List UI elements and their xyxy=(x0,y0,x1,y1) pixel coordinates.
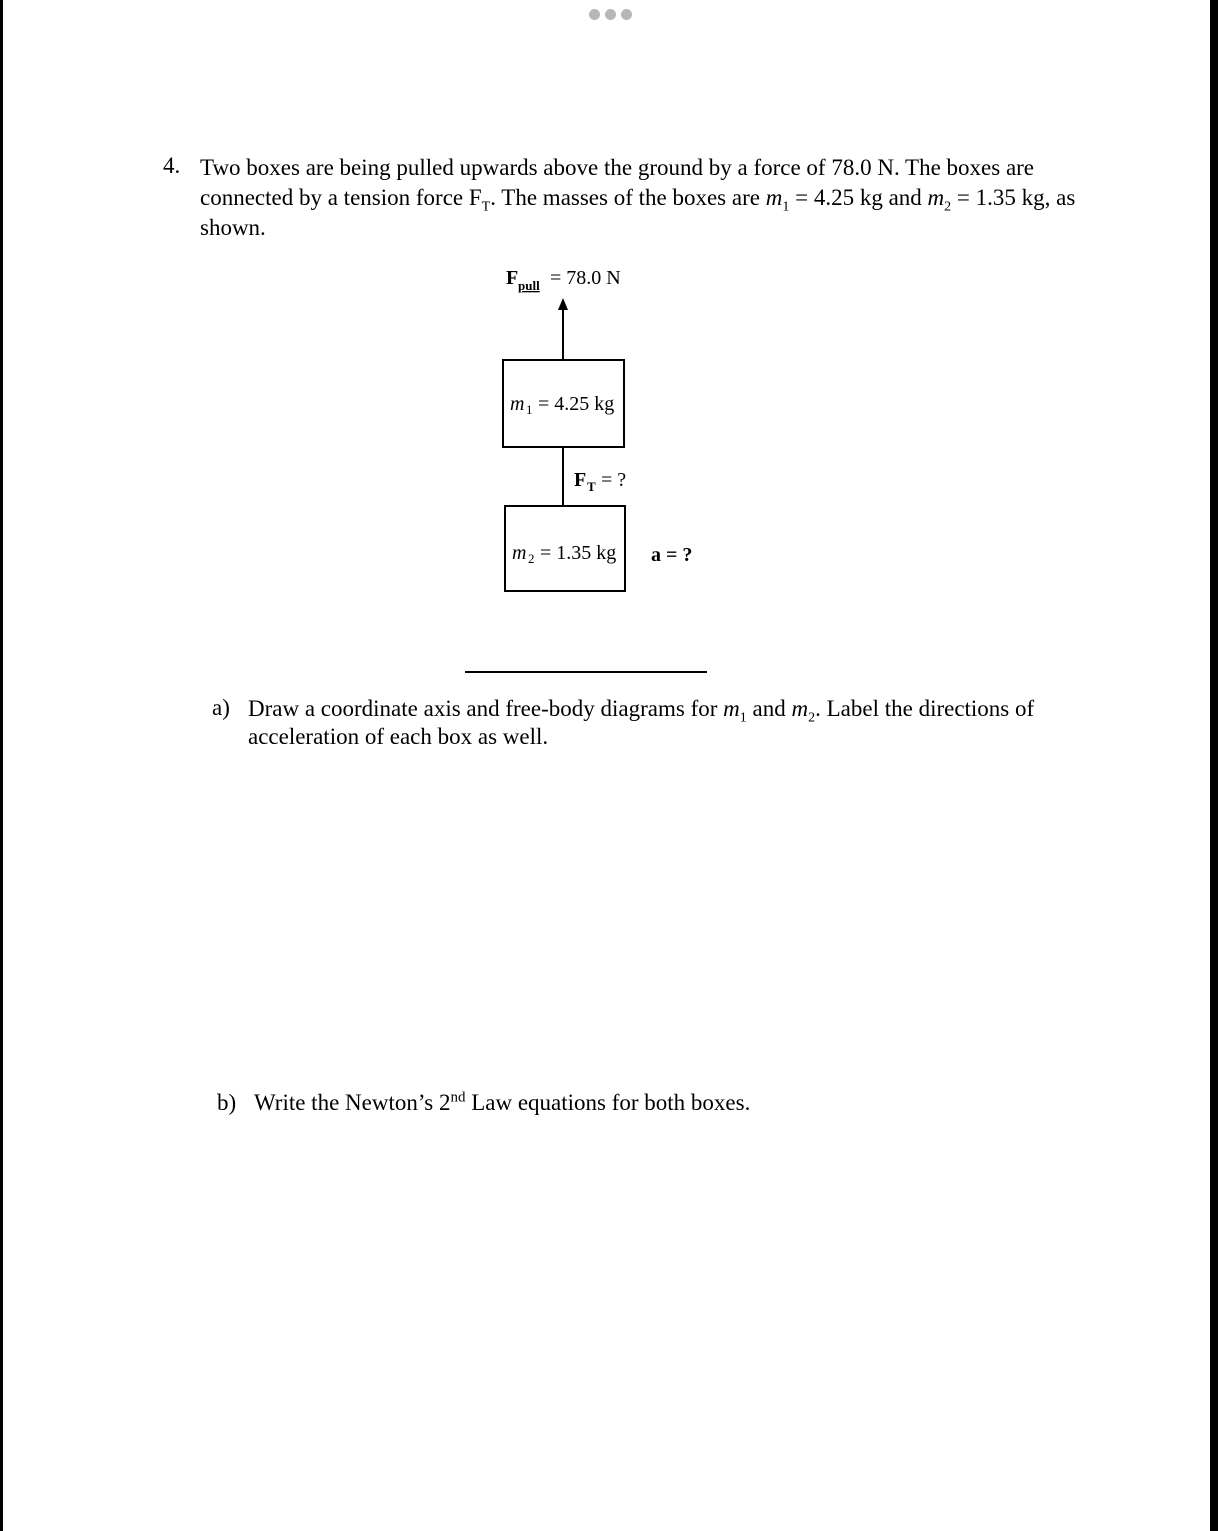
tension-subscript: T xyxy=(587,479,596,494)
fpull-subscript: pull xyxy=(518,278,540,293)
part-b-label: b) xyxy=(217,1090,237,1115)
part-b-text: Write the Newton’s 2nd Law equations for both boxes. xyxy=(254,1089,751,1115)
tension-F: F xyxy=(574,469,587,491)
question-text: Two boxes are being pulled upwards above the ground by a force of 78.0 N. The boxes are connected by a tension force $F_T$. The masses of the boxes are $m_1 = 4.25$ kg and $m_2 = 1.35$ kg, as shown. xyxy=(200,155,1076,240)
part-a-label: a) xyxy=(212,695,230,720)
box1-m: m xyxy=(510,393,525,415)
box1-subscript: 1 xyxy=(526,402,533,417)
force-diagram xyxy=(0,0,1218,700)
box2-value: = 1.35 kg xyxy=(540,542,617,564)
question-number: 4. xyxy=(163,153,181,178)
box1-value: = 4.25 kg xyxy=(538,393,615,415)
tension-value: = ? xyxy=(601,469,627,491)
pull-arrowhead-icon xyxy=(558,298,568,310)
fpull-F: F xyxy=(506,267,519,289)
acceleration-label: a = ? xyxy=(651,544,693,566)
part-a-text: Draw a coordinate axis and free-body diagrams for $m_1$ and $m_2$. Label the directions of acceleration of each box as well. xyxy=(248,696,1035,749)
box2-subscript: 2 xyxy=(528,551,535,566)
box2-m: m xyxy=(512,542,527,564)
fpull-value: = 78.0 N xyxy=(550,267,621,289)
